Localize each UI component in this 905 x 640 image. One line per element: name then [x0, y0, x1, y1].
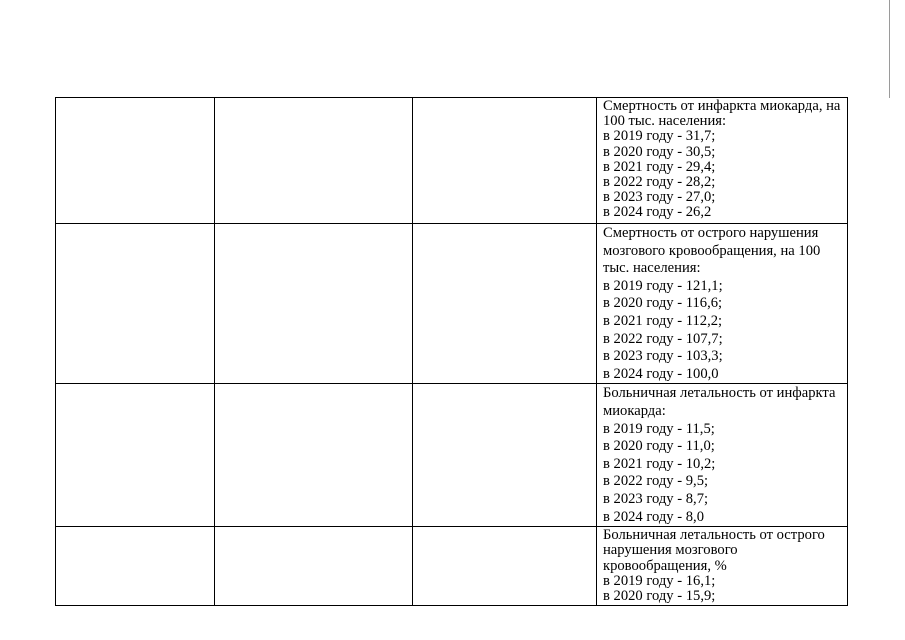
empty-cell [215, 98, 413, 224]
table-row [56, 224, 848, 384]
empty-cell [413, 98, 597, 224]
empty-cell [215, 224, 413, 384]
indicator-heading: Смертность от острого нарушения мозгового кровообращения, на 100 тыс. населения: [603, 225, 821, 277]
indicator-cell [597, 98, 848, 224]
indicator-cell [597, 224, 848, 384]
indicator-value: в 2024 году - 100,0 [603, 365, 719, 382]
empty-cell [215, 527, 413, 606]
indicator-heading: Больничная летальность от острого нарушения мозгового кровообращения, % [603, 528, 825, 574]
indicator-heading: Больничная летальность от инфаркта миокарда: [603, 385, 836, 419]
indicator-value: в 2021 году - 29,4; [603, 159, 716, 175]
indicator-value: в 2021 году - 10,2; [603, 455, 716, 472]
indicator-value: в 2022 году - 28,2; [603, 175, 716, 191]
indicator-value: в 2024 году - 26,2 [603, 205, 712, 221]
indicator-value: в 2020 году - 15,9; [603, 588, 716, 604]
indicator-value: в 2024 году - 8,0 [603, 508, 704, 525]
empty-cell [413, 224, 597, 384]
indicator-value: в 2019 году - 11,5; [603, 420, 715, 437]
indicator-value: в 2020 году - 30,5; [603, 144, 716, 160]
indicator-value: в 2019 году - 121,1; [603, 277, 723, 294]
indicator-heading: Смертность от инфаркта миокарда, на 100 тыс. населения: [603, 99, 841, 130]
indicator-value: в 2019 году - 31,7; [603, 129, 716, 145]
empty-cell [215, 384, 413, 527]
empty-cell [56, 384, 215, 527]
indicator-value: в 2019 году - 16,1; [603, 573, 716, 589]
empty-cell [56, 224, 215, 384]
empty-cell [413, 527, 597, 606]
table-row [56, 384, 848, 527]
indicator-value: в 2022 году - 9,5; [603, 473, 709, 490]
table-row [56, 527, 848, 606]
indicators-table [55, 97, 848, 606]
empty-cell [56, 98, 215, 224]
indicator-value: в 2021 году - 112,2; [603, 312, 723, 329]
indicator-value: в 2020 году - 116,6; [603, 295, 723, 312]
scan-edge-line [889, 0, 890, 98]
indicator-value: в 2020 году - 11,0; [603, 438, 715, 455]
indicator-cell [597, 527, 848, 606]
empty-cell [56, 527, 215, 606]
indicator-value: в 2023 году - 103,3; [603, 348, 723, 365]
indicator-value: в 2022 году - 107,7; [603, 330, 723, 347]
empty-cell [413, 384, 597, 527]
indicator-value: в 2023 году - 27,0; [603, 190, 716, 206]
indicator-value: в 2023 году - 8,7; [603, 490, 709, 507]
table-row [56, 98, 848, 224]
indicator-cell [597, 384, 848, 527]
